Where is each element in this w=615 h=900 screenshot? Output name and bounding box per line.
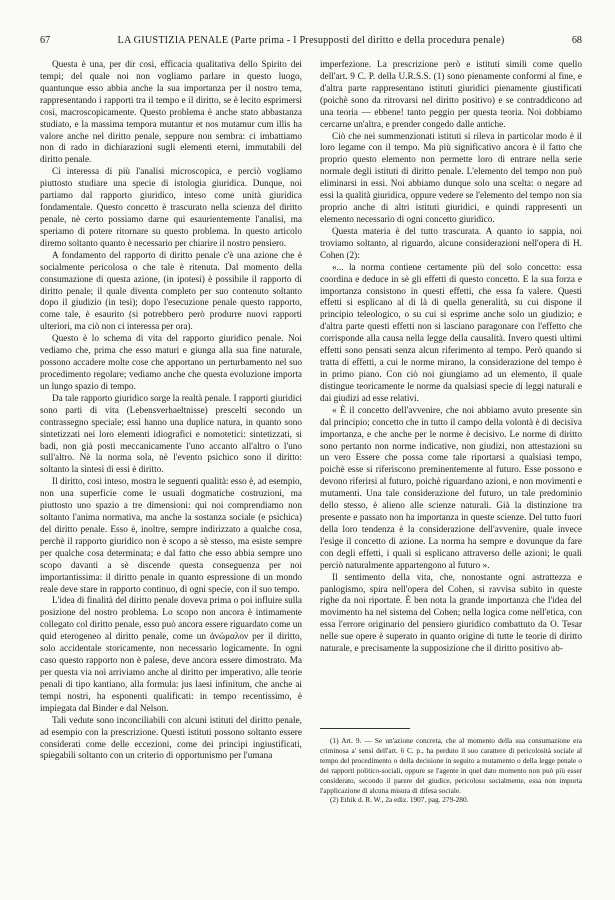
paragraph: Questa materia è del tutto trascurata. A quanto io sappia, noi troviamo soltanto, al riguardo, alcune considerazioni nell'opera di H. Cohen (2): [320,226,582,261]
paragraph: Il diritto, così inteso, mostra le seguenti qualità: esso è, ad esempio, non una superficie come le usuali dogmatiche costruzioni, ma piuttosto uno spazio a tre dimensioni: qui noi comprendiamo non soltanto l'anima normativa, ma anche la sostanza sociale (e psichica) del diritto penale. Esso è, inoltre, sempre indirizzato a qualche cosa, perchè il rapporto giuridico non è scopo a sè stesso, ma esiste sempre per qualche cosa determinata; e dal fatto che esso abbia sempre uno scopo davanti a sè discende questa conseguenza per noi importantissima: il diritto penale in quanto espressione di un mondo reale deve stare in rapporto continuo, di ogni specie, con il suo tempo. [40,477,302,595]
page-number-right: 68 [571,35,582,46]
footnote-divider [320,728,410,729]
paragraph: Questa è una, per dir così, efficacia qualitativa dello Spirito dei tempi; del quale noi non vogliamo parlare in questo luogo, quantunque esso abbia anche la sua importanza per il nostro tema, rappresentando i rapporti tra il tempo e il diritto, se è lecito esprimersi così, macroscopicamente. Questo problema è anche stato abbastanza studiato, e la massima tempora mutantur et nos mutamur cum illis ha valore anche nel diritto penale, seppure non sembra: ci imbattiamo non di rado in dichiarazioni sugli elementi eterni, immutabili del diritto penale. [40,60,302,166]
paragraph: Da tale rapporto giuridico sorge la realtà penale. I rapporti giuridici sono parti di vita (Lebensverhaeltnisse) prescelti secondo un contrassegno speciale; essi hanno una duplice natura, in quanto sono sintetizzati nei loro elementi idiografici e nomotetici: sintetizzati, si badi, non già posti meccanicamente l'uno accanto all'altro o l'uno sull'altro. Nè la norma sola, nè l'evento psichico sono il diritto: soltanto la sintesi di essi è diritto. [40,393,302,476]
footnotes [320,736,582,805]
running-title: LA GIUSTIZIA PENALE (Parte prima - I Presupposti del diritto e della procedura penale) [117,35,505,46]
running-header [40,34,582,48]
paragraph: Il sentimento della vita, che, nonostante ogni astrattezza e panlogismo, spira nell'opera del Cohen, si ravvisa subito in queste righe da noi riportate. È ben nota la grande importanza che l'idea del movimento ha nel sistema del Cohen; nella logica come nell'etica, con essa l'errore originario del pensiero giuridico combattuto da O. Tesar nelle sue opere è superato in quanto origine di tutte le teorie di diritto naturale, e precisamente la supposizione che il diritto positivo ab- [320,572,582,655]
paragraph: L'idea di finalità del diritto penale doveva prima o poi influire sulla posizione del nostro problema. Lo scopo non ancora è intimamente collegato col diritto penale, esso può ancora essere riguardato come un quid eterogeneo al diritto penale, come un ἀνώμαλον per il diritto, solo accidentale storicamente, non necessario logicamente. In ogni caso questo rapporto non è palese, deve ancora essere dimostrato. Ma per questa via noi arriviamo anche al diritto per imperativo, alle teorie penali di tipo kantiano, alla formula: jus laesi infinitum, che anche ai tempi nostri, ha esponenti qualificati: in tempo recentissimo, è impiegata dal Binder e dal Nelson. [40,596,302,714]
paragraph: Ci interessa di più l'analisi microscopica, e perciò vogliamo piuttosto studiare una specie di istologia giuridica. Dunque, noi partiamo dal rapporto giuridico, inteso come unità giuridica fondamentale. Questo concetto è trascurato nella scienza del diritto penale, nè certo possiamo darne qui esaurientemente l'analisi, ma speriamo di potere ritornare su questo problema. In questo articolo diremo soltanto quanto è necessario per chiarire il nostro pensiero. [40,167,302,249]
footnote: (2) Ethik d. R. W., 2a ediz. 1907, pag. 279-280. [330,795,469,805]
paragraph: Tali vedute sono inconciliabili con alcuni istituti del diritto penale, ad esempio con la prescrizione. Questi istituti possono soltanto essere considerati come delle eccezioni, come dei principi ingiustificati, spiegabili soltanto con un criterio di opportunismo per l'umana [40,715,302,762]
paragraph: imperfezione. La prescrizione però e istituti simili come quello dell'art. 9 C. P. della U.R.S.S. (1) sono pienamente conformi al fine, e d'altra parte rappresentano istituti giuridici pienamente giustificati (poichè sono da ritrovarsi nel diritto positivo) e se contraddicono ad una teoria — ebbene! tanto peggio per questa teoria. Noi dobbiamo cercarne un'altra, e prender congedo dalle antiche. [320,60,582,130]
quotation: «... la norma contiene certamente più del solo concetto: essa coordina e deduce in sè gli effetti di questo concetto. E la sua forza e importanza consistono in questi effetti, che essa fa valere. Questi effetti si esplicano al di là di quella generalità, su cui dispone il principio teleologico, o su cui si esprime anche solo un giudizio; e d'altra parte questi effetti non si lasciano paragonare con l'effetto che corrisponde alla causa nella legge della causalità. Invero questi ultimi effetti sono pensati senza alcun riferimento al tempo. Però quando si tratta di effetti, a cui le norme mirano, la considerazione del tempo è in primo piano. Con ciò noi giungiamo ad un elemento, il quale distingue teoricamente le norme da qualsiasi specie di leggi naturali e dai giudizi ad esse relativi. [320,262,582,404]
right-column [320,60,582,656]
paragraph: A fondamento del rapporto di diritto penale c'è una azione che è socialmente pericolosa o che tale è ritenuta. Dal momento della consumazione di questa azione, (in ipotesi) è possibile il rapporto di diritto penale; il quale diventa completo per suo contenuto soltanto dopo il giudizio (in tesi); dopo l'esecuzione penale questo rapporto, come tale, è esaurito (si potrebbero però produrre nuovi rapporti ulteriori, ma ciò non ci interessa per ora). [40,250,302,333]
footnote: (1) Art. 9. — Se un'azione concreta, che al momento della sua consumazione era criminosa a' sensi dell'art. 6 C. p., ha perduto il suo carattere di pericolosità sociale al tempo del procedimento o della decisione in seguito a mutamento o della legge penale o dei rapporti politico-sociali, oppure se l'agente in quel dato momento non può più esser considerato, secondo il parere del giudice, pericoloso socialmente, essa non importa l'applicazione di alcuna misura di difesa sociale. [320,736,582,795]
page-number-left: 67 [40,35,51,46]
left-column [40,60,302,763]
paragraph: Questo è lo schema di vita del rapporto giuridico penale. Noi vediamo che, prima che esso maturi e giunga alla sua fine naturale, possono accadere molte cose che apportano un perturbamento nel suo procedimento regolare; vediamo anche che questa evoluzione importa un lungo spazio di tempo. [40,334,302,392]
quotation: « È il concetto dell'avvenire, che noi abbiamo avuto presente sin dal principio; concetto che in tutto il campo della volontà è di decisiva importanza, e che anche per le norme è decisivo. Le norme di diritto sono pertanto non norme indicative, non giudizi, non attestazioni su un vero Essere che possa come tale riportarsi a qualsiasi tempo, poichè esse si riferiscono preminentemente al futuro. Esse possono e devono riferirsi al futuro, poichè riguardano azioni, e non movimenti e mutamenti. Una tale considerazione del futuro, un tale predominio dello stesso, è alieno alle scienze naturali. Già la distinzione tra presente e passato non ha importanza in queste scienze. Del tutto fuori della loro tendenza è la considerazione dell'avvenire, quale invece l'esige il concetto di azione. La norma ha sempre e dovunque da fare con degli effetti, i quali si esplicano attraverso delle azioni; le quali perciò naturalmente appartengono al futuro ». [320,405,582,571]
paragraph: Ciò che nei summenzionati istituti si rileva in particolar modo è il loro legame con il tempo. Ma più significativo ancora è il fatto che proprio questo elemento non permette loro di entrare nella serie normale degli istituti di diritto penale. L'elemento del tempo non può eliminarsi in essi. Noi abbiamo dunque solo una scelta: o negare ad essi la qualità giuridica, oppure vedere se l'elemento del tempo non sia proprio anche di altri istituti giuridici, e quindi rappresenti un elemento necessario di ogni concetto giuridico. [320,131,582,225]
